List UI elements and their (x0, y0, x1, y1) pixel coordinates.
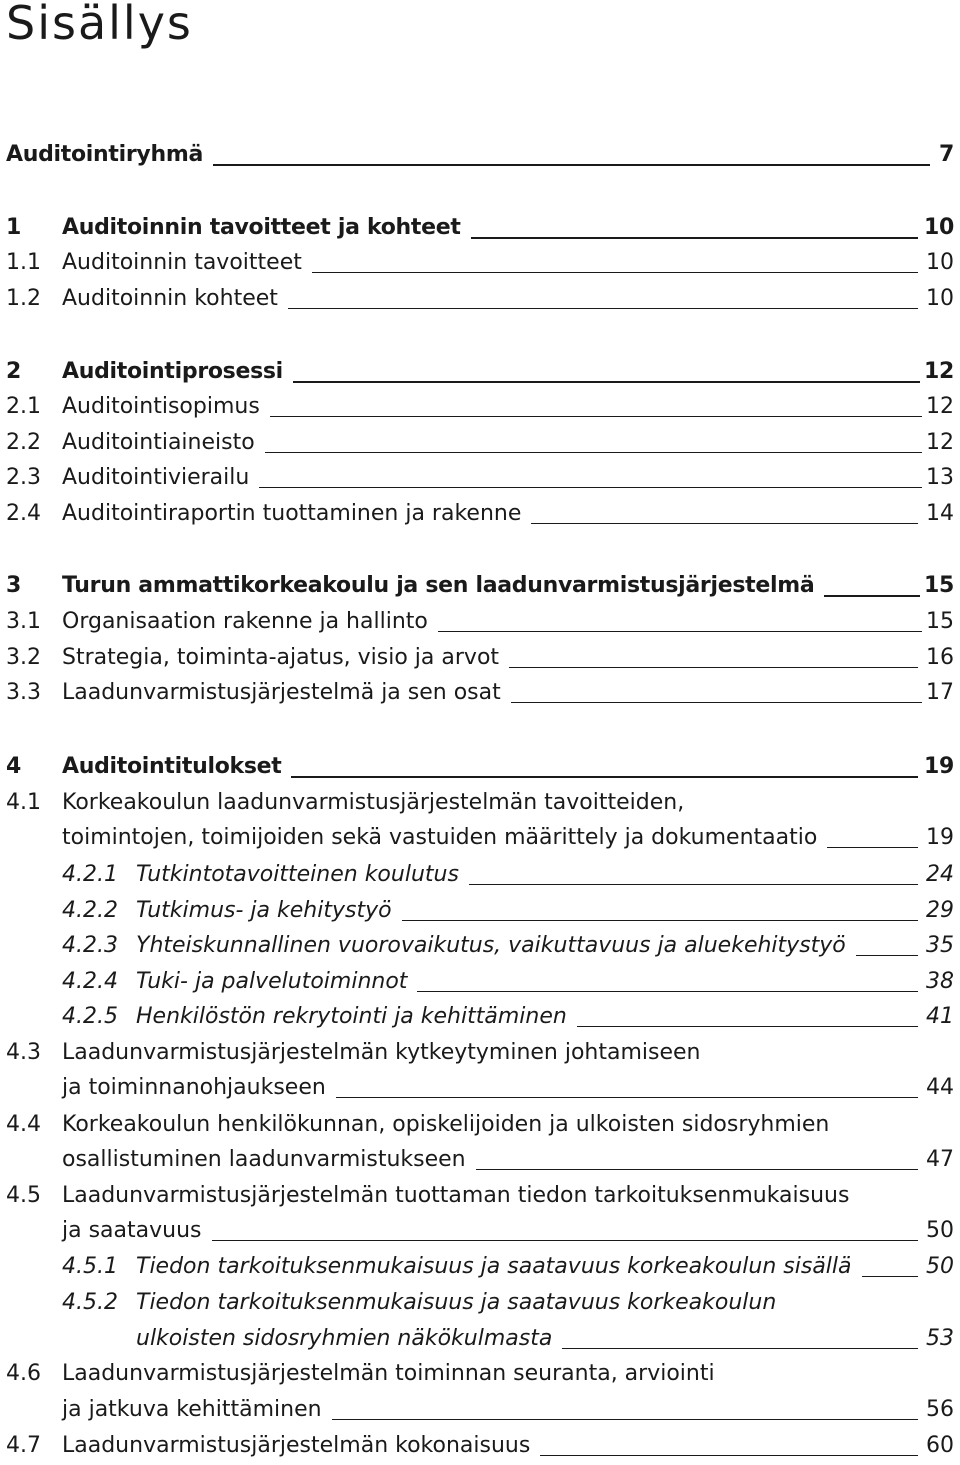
toc-entry-page: 15 (926, 609, 954, 634)
toc-entry-title: Korkeakoulun henkilökunnan, opiskelijoiden ja ulkoisten sidosryhmien (62, 1112, 830, 1137)
toc-entry-title: Turun ammattikorkeakoulu ja sen laadunvarmistusjärjestelmä (62, 573, 815, 598)
toc-entry-number: 4.5 (6, 1183, 41, 1208)
toc-entry-number: 4.5.2 (62, 1290, 118, 1315)
toc-leader-line (476, 1169, 918, 1170)
toc-entry-title: Auditoinnin tavoitteet (62, 250, 302, 275)
toc-entry[interactable] (0, 1250, 960, 1284)
toc-entry-title: ja jatkuva kehittäminen (62, 1397, 322, 1422)
toc-entry-page: 60 (926, 1433, 954, 1458)
toc-entry-page: 12 (926, 430, 954, 455)
toc-entry-title: toimintojen, toimijoiden sekä vastuiden määrittely ja dokumentaatio (62, 825, 818, 850)
toc-entry-page: 53 (926, 1326, 954, 1351)
toc-entry-title: Auditointiraportin tuottaminen ja rakenne (62, 501, 522, 526)
toc-entry[interactable] (0, 497, 960, 531)
toc-entry-title: Korkeakoulun laadunvarmistusjärjestelmän tavoitteiden, (62, 790, 685, 815)
toc-entry[interactable] (0, 569, 960, 603)
toc-entry-title: Tiedon tarkoituksenmukaisuus ja saatavuus korkeakoulun (136, 1290, 777, 1315)
toc-entry-title: ulkoisten sidosryhmien näkökulmasta (136, 1326, 553, 1351)
toc-entry-number: 4.7 (6, 1433, 41, 1458)
toc-leader-line (509, 667, 918, 668)
toc-leader-line (562, 1348, 918, 1349)
toc-entry-title: Auditointiaineisto (62, 430, 255, 455)
toc-entry-number: 3.3 (6, 680, 41, 705)
toc-entry-number: 4.2.5 (62, 1004, 118, 1029)
toc-entry[interactable] (0, 821, 960, 855)
toc-leader-line (402, 920, 918, 921)
toc-leader-line (540, 1455, 918, 1456)
toc-entry-page: 50 (926, 1254, 954, 1279)
toc-leader-line (336, 1097, 918, 1098)
toc-entry[interactable] (0, 1143, 960, 1177)
toc-entry[interactable] (0, 211, 960, 245)
toc-entry-page: 29 (926, 898, 954, 923)
toc-entry-title: Auditointisopimus (62, 394, 260, 419)
toc-entry-number: 4.2.2 (62, 898, 118, 923)
toc-entry-page: 15 (923, 573, 954, 598)
toc-entry-page: 12 (923, 359, 954, 384)
toc-entry[interactable] (0, 282, 960, 316)
toc-entry[interactable] (0, 1179, 960, 1213)
toc-leader-line (213, 164, 930, 166)
toc-entry-number: 1.1 (6, 250, 41, 275)
toc-entry-title: Strategia, toiminta-ajatus, visio ja arvot (62, 645, 500, 670)
toc-leader-line (438, 631, 922, 632)
toc-entry-number: 1.2 (6, 286, 41, 311)
toc-entry-page: 24 (926, 862, 954, 887)
toc-leader-line (469, 884, 918, 885)
toc-entry-title: Tutkintotavoitteinen koulutus (136, 862, 459, 887)
toc-leader-line (259, 487, 922, 488)
toc-entry-title: Tuki- ja palvelutoiminnot (136, 969, 408, 994)
toc-entry-page: 17 (926, 680, 954, 705)
toc-entry-title: Organisaation rakenne ja hallinto (62, 609, 428, 634)
toc-leader-line (270, 416, 922, 417)
toc-entry-title: Yhteiskunnallinen vuorovaikutus, vaikuttavuus ja aluekehitystyö (136, 933, 846, 958)
toc-entry[interactable] (0, 786, 960, 820)
toc-entry[interactable] (0, 929, 960, 963)
toc-leader-line (332, 1419, 918, 1420)
toc-leader-line (531, 523, 918, 524)
toc-leader-line (293, 381, 920, 383)
toc-entry[interactable] (0, 965, 960, 999)
toc-leader-line (577, 1026, 918, 1027)
toc-entry-page: 50 (926, 1218, 954, 1243)
toc-leader-line (212, 1240, 918, 1241)
toc-entry-number: 2.2 (6, 430, 41, 455)
toc-leader-line (471, 237, 918, 239)
toc-entry-page: 41 (926, 1004, 954, 1029)
toc-entry[interactable] (0, 676, 960, 710)
toc-entry-number: 4.4 (6, 1112, 41, 1137)
toc-entry[interactable] (0, 858, 960, 892)
toc-entry-number: 4.2.1 (62, 862, 118, 887)
toc-entry-number: 3 (6, 573, 22, 598)
toc-entry-page: 47 (926, 1147, 954, 1172)
toc-entry-title: Henkilöstön rekrytointi ja kehittäminen (136, 1004, 567, 1029)
toc-entry-title: Auditointivierailu (62, 465, 250, 490)
toc-entry[interactable] (0, 461, 960, 495)
toc-leader-line (265, 452, 922, 453)
toc-leader-line (856, 955, 918, 956)
toc-entry-number: 1 (6, 215, 22, 240)
toc-leader-line (511, 702, 922, 703)
toc-entry-title: Auditointitulokset (62, 754, 282, 779)
toc-entry-page: 38 (926, 969, 954, 994)
toc-entry-number: 4.2.3 (62, 933, 118, 958)
toc-entry-page: 19 (923, 754, 954, 779)
toc-entry-title: Laadunvarmistusjärjestelmä ja sen osat (62, 680, 501, 705)
toc-entry[interactable] (0, 641, 960, 675)
page-title: Sisällys (6, 0, 193, 50)
toc-entry-number: 4.6 (6, 1361, 41, 1386)
toc-entry-title: Auditoinnin tavoitteet ja kohteet (62, 215, 461, 240)
toc-entry-page: 14 (926, 501, 954, 526)
toc-entry[interactable] (0, 138, 960, 172)
toc-entry-title: Laadunvarmistusjärjestelmän kokonaisuus (62, 1433, 531, 1458)
toc-entry[interactable] (0, 390, 960, 424)
toc-entry[interactable] (0, 894, 960, 928)
toc-leader-line (288, 308, 918, 309)
toc-leader-line (312, 272, 918, 273)
toc-entry-title: Laadunvarmistusjärjestelmän tuottaman tiedon tarkoituksenmukaisuus (62, 1183, 850, 1208)
toc-entry[interactable] (0, 1000, 960, 1034)
toc-leader-line (291, 776, 918, 778)
toc-entry-title: Auditointiprosessi (62, 359, 283, 384)
toc-entry[interactable] (0, 355, 960, 389)
toc-entry[interactable] (0, 426, 960, 460)
toc-entry-number: 4.2.4 (62, 969, 118, 994)
toc-entry[interactable] (0, 1393, 960, 1427)
toc-entry[interactable] (0, 246, 960, 280)
toc-leader-line (862, 1276, 918, 1277)
toc-entry-page: 56 (926, 1397, 954, 1422)
toc-entry[interactable] (0, 1071, 960, 1105)
toc-entry-page: 7 (938, 142, 954, 167)
toc-entry-number: 2 (6, 359, 22, 384)
toc-entry-page: 16 (926, 645, 954, 670)
toc-entry-number: 4.5.1 (62, 1254, 118, 1279)
toc-entry-title: ja toiminnanohjaukseen (62, 1075, 326, 1100)
toc-entry-title: Auditoinnin kohteet (62, 286, 278, 311)
toc-entry-number: 4.3 (6, 1040, 41, 1065)
toc-entry-title: Tiedon tarkoituksenmukaisuus ja saatavuus korkeakoulun sisällä (136, 1254, 852, 1279)
toc-entry[interactable] (0, 1322, 960, 1356)
toc-entry-number: 2.1 (6, 394, 41, 419)
toc-leader-line (417, 991, 918, 992)
toc-entry-page: 44 (926, 1075, 954, 1100)
toc-entry-number: 4 (6, 754, 22, 779)
toc-entry-number: 2.4 (6, 501, 41, 526)
toc-entry[interactable] (0, 605, 960, 639)
toc-entry-title: osallistuminen laadunvarmistukseen (62, 1147, 466, 1172)
toc-leader-line (824, 595, 920, 597)
toc-entry-page: 35 (926, 933, 954, 958)
toc-entry[interactable] (0, 1286, 960, 1320)
toc-entry-number: 4.1 (6, 790, 41, 815)
toc-entry-page: 12 (926, 394, 954, 419)
toc-entry-title: Auditointiryhmä (6, 142, 203, 167)
toc-entry[interactable] (0, 1429, 960, 1463)
toc-entry-number: 3.2 (6, 645, 41, 670)
toc-entry[interactable] (0, 1357, 960, 1391)
toc-entry-page: 13 (926, 465, 954, 490)
toc-entry-title: Laadunvarmistusjärjestelmän kytkeytyminen johtamiseen (62, 1040, 701, 1065)
toc-entry[interactable] (0, 1108, 960, 1142)
toc-entry-page: 19 (926, 825, 954, 850)
toc-entry-title: Tutkimus- ja kehitystyö (136, 898, 392, 923)
toc-entry-page: 10 (926, 250, 954, 275)
toc-entry-number: 2.3 (6, 465, 41, 490)
toc-entry[interactable] (0, 1036, 960, 1070)
toc-entry-page: 10 (923, 215, 954, 240)
toc-entry-page: 10 (926, 286, 954, 311)
toc-entry-number: 3.1 (6, 609, 41, 634)
toc-leader-line (827, 847, 918, 848)
toc-entry-title: Laadunvarmistusjärjestelmän toiminnan seuranta, arviointi (62, 1361, 715, 1386)
toc-entry[interactable] (0, 1214, 960, 1248)
toc-entry[interactable] (0, 750, 960, 784)
toc-entry-title: ja saatavuus (62, 1218, 202, 1243)
